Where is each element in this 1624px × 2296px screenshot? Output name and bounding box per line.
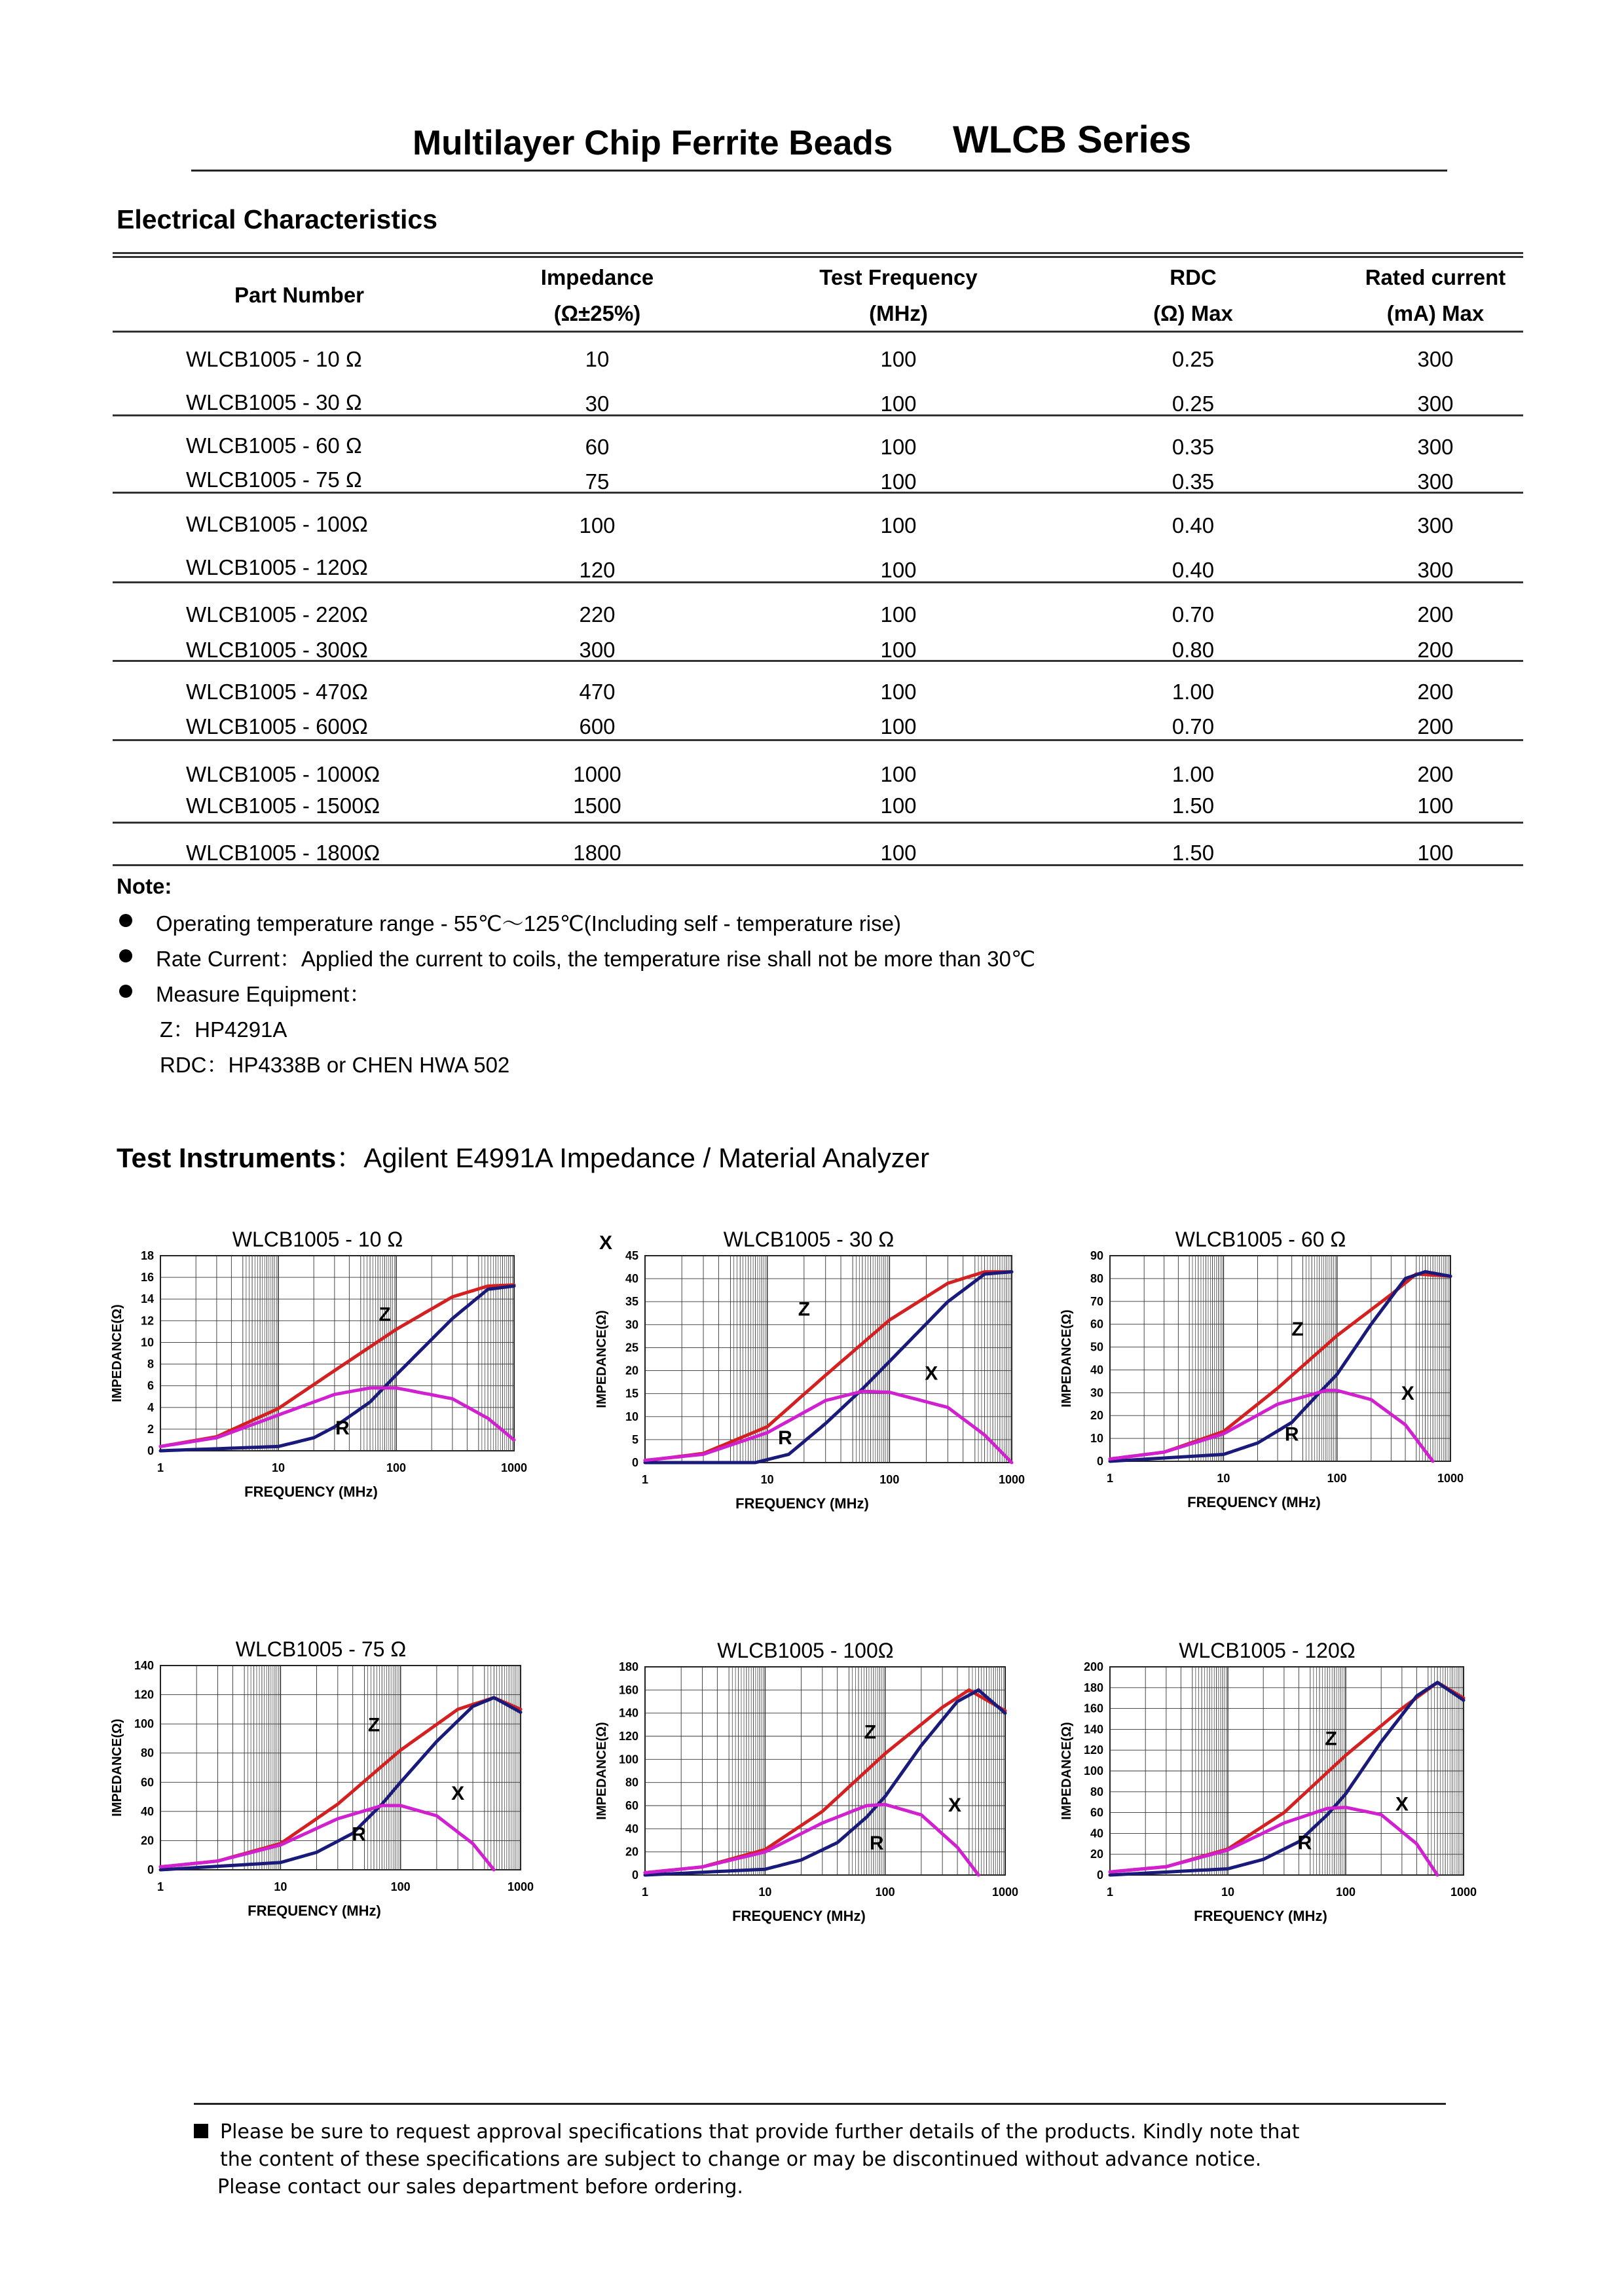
title-main: Multilayer Chip Ferrite Beads <box>413 124 893 162</box>
header-test-frequency-unit: (MHz) <box>869 301 928 325</box>
cell-part-number: WLCB1005 - 1500Ω <box>186 793 380 818</box>
x-axis-label: FREQUENCY (MHz) <box>735 1495 869 1512</box>
y-tick-label: 140 <box>618 1706 638 1720</box>
bullet-icon <box>119 914 132 927</box>
chart-title: WLCB1005 - 120Ω <box>1179 1639 1356 1662</box>
cell-part-number: WLCB1005 - 75 Ω <box>186 467 362 492</box>
title-rule <box>191 170 1447 172</box>
cell-rated-current: 200 <box>1417 638 1454 662</box>
cell-rdc: 1.00 <box>1172 680 1215 704</box>
x-tick-label: 1000 <box>500 1461 528 1474</box>
y-tick-label: 160 <box>618 1683 638 1697</box>
cell-part-number: WLCB1005 - 220Ω <box>186 602 368 627</box>
table-rule-header <box>113 331 1523 333</box>
cell-rated-current: 200 <box>1417 714 1454 738</box>
impedance-chart <box>98 1224 544 1499</box>
y-tick-label: 20 <box>140 1834 154 1848</box>
y-tick-label: 8 <box>147 1357 154 1371</box>
y-tick-label: 60 <box>1090 1806 1103 1819</box>
y-tick-label: 70 <box>1090 1294 1103 1308</box>
y-tick-label: 50 <box>1090 1340 1103 1354</box>
bullet-icon <box>119 949 132 962</box>
header-rated-current: Rated current <box>1365 265 1506 289</box>
cell-test-frequency: 100 <box>880 602 917 627</box>
table-rule-top <box>113 252 1523 254</box>
x-tick-label: 1000 <box>998 1473 1025 1486</box>
x-tick-label: 100 <box>1327 1472 1347 1485</box>
y-tick-label: 40 <box>625 1272 638 1286</box>
chart-svg <box>98 1630 544 1931</box>
x-tick-label: 1000 <box>507 1880 534 1893</box>
curve-label: Z <box>864 1721 876 1743</box>
cell-part-number: WLCB1005 - 1800Ω <box>186 841 380 865</box>
impedance-chart <box>573 1630 1031 1938</box>
x-tick-label: 1000 <box>1437 1472 1464 1485</box>
cell-rdc: 0.25 <box>1172 392 1215 416</box>
y-tick-label: 0 <box>631 1456 638 1469</box>
note-item: Operating temperature range - 55℃～125℃(Including self - temperature rise) <box>156 911 901 936</box>
cell-impedance: 120 <box>579 558 616 582</box>
y-axis-label: IMPEDANCE(Ω) <box>595 1722 609 1820</box>
x-axis-label: FREQUENCY (MHz) <box>244 1484 378 1499</box>
y-tick-label: 0 <box>631 1868 638 1882</box>
y-tick-label: 16 <box>140 1271 154 1285</box>
cell-test-frequency: 100 <box>880 793 917 818</box>
cell-impedance: 300 <box>579 638 616 662</box>
y-tick-label: 25 <box>625 1341 638 1355</box>
chart-title: WLCB1005 - 60 Ω <box>1175 1228 1346 1251</box>
cell-rated-current: 300 <box>1417 469 1454 494</box>
cell-rdc: 1.50 <box>1172 793 1215 818</box>
section-title: Electrical Characteristics <box>117 204 437 234</box>
y-tick-label: 40 <box>140 1804 154 1818</box>
y-tick-label: 14 <box>140 1292 154 1306</box>
y-tick-label: 90 <box>1090 1249 1103 1262</box>
y-tick-label: 180 <box>1083 1681 1103 1694</box>
chart-title: WLCB1005 - 100Ω <box>717 1639 894 1662</box>
y-tick-label: 18 <box>140 1249 154 1262</box>
y-tick-label: 20 <box>625 1845 638 1859</box>
y-tick-label: 120 <box>618 1730 638 1743</box>
chart-svg <box>573 1630 1031 1938</box>
curve-label: Z <box>1291 1319 1304 1341</box>
y-tick-label: 2 <box>147 1422 154 1436</box>
curve-label: R <box>335 1417 350 1440</box>
y-tick-label: 5 <box>631 1432 638 1446</box>
y-axis-label: IMPEDANCE(Ω) <box>1060 1309 1074 1408</box>
curve-label: X <box>948 1794 961 1816</box>
x-axis-label: FREQUENCY (MHz) <box>1194 1908 1327 1924</box>
note-item: Measure Equipment： <box>156 982 371 1006</box>
curve-label: Z <box>1325 1728 1337 1750</box>
x-tick-label: 10 <box>758 1886 772 1899</box>
cell-impedance: 75 <box>585 469 610 494</box>
curve-label: X <box>451 1783 465 1805</box>
cell-test-frequency: 100 <box>880 347 917 371</box>
title-series: WLCB Series <box>953 118 1192 161</box>
y-tick-label: 4 <box>147 1400 154 1414</box>
cell-rdc: 1.50 <box>1172 841 1215 865</box>
impedance-chart <box>98 1630 544 1931</box>
y-tick-label: 0 <box>147 1863 154 1876</box>
y-axis-label: IMPEDANCE(Ω) <box>110 1719 124 1817</box>
cell-impedance: 1500 <box>573 793 621 818</box>
y-tick-label: 160 <box>1083 1702 1103 1715</box>
header-rdc-unit: (Ω) Max <box>1153 301 1233 325</box>
y-tick-label: 10 <box>140 1336 154 1349</box>
cell-test-frequency: 100 <box>880 680 917 704</box>
cell-impedance: 10 <box>585 347 610 371</box>
curve-label: X <box>1395 1793 1409 1815</box>
footer-line: Please contact our sales department before ordering. <box>217 2176 743 2198</box>
y-tick-label: 200 <box>1083 1660 1103 1673</box>
y-tick-label: 45 <box>625 1249 638 1262</box>
cell-test-frequency: 100 <box>880 469 917 494</box>
cell-test-frequency: 100 <box>880 762 917 786</box>
y-axis-label: IMPEDANCE(Ω) <box>110 1304 124 1402</box>
cell-test-frequency: 100 <box>880 513 917 538</box>
cell-impedance: 220 <box>579 602 616 627</box>
cell-rdc: 0.70 <box>1172 714 1215 738</box>
x-tick-label: 10 <box>274 1880 287 1893</box>
y-tick-label: 40 <box>1090 1363 1103 1377</box>
chart-title: WLCB1005 - 10 Ω <box>232 1228 403 1251</box>
cell-rdc: 0.40 <box>1172 558 1215 582</box>
y-axis-label: IMPEDANCE(Ω) <box>1060 1722 1074 1820</box>
x-tick-label: 1000 <box>1450 1886 1477 1899</box>
curve-label: Z <box>367 1714 380 1736</box>
y-tick-label: 20 <box>625 1364 638 1377</box>
header-part-number: Part Number <box>234 283 365 307</box>
y-tick-label: 100 <box>134 1717 154 1731</box>
y-tick-label: 10 <box>625 1410 638 1423</box>
cell-test-frequency: 100 <box>880 558 917 582</box>
chart-svg <box>573 1224 1044 1512</box>
cell-rdc: 0.35 <box>1172 469 1215 494</box>
x-tick-label: 100 <box>879 1473 900 1486</box>
y-axis-label: IMPEDANCE(Ω) <box>595 1310 609 1408</box>
y-tick-label: 100 <box>1083 1764 1103 1777</box>
x-tick-label: 100 <box>386 1461 407 1474</box>
cell-rdc: 0.80 <box>1172 638 1215 662</box>
cell-impedance: 30 <box>585 392 610 416</box>
y-tick-label: 80 <box>625 1776 638 1789</box>
chart-title: WLCB1005 - 75 Ω <box>235 1637 407 1661</box>
impedance-chart <box>1038 1630 1483 1938</box>
y-tick-label: 35 <box>625 1295 638 1309</box>
y-tick-label: 140 <box>1083 1722 1103 1736</box>
table-group-rule <box>113 739 1523 741</box>
footer-line: the content of these specifications are subject to change or may be discontinued without advance notice. <box>220 2148 1262 2171</box>
cell-rated-current: 100 <box>1417 793 1454 818</box>
cell-impedance: 60 <box>585 435 610 459</box>
x-tick-label: 1 <box>157 1880 164 1893</box>
cell-part-number: WLCB1005 - 10 Ω <box>186 347 362 371</box>
cell-rated-current: 100 <box>1417 841 1454 865</box>
curve-label: X <box>1401 1382 1414 1404</box>
y-tick-label: 0 <box>147 1444 154 1457</box>
y-tick-label: 6 <box>147 1379 154 1393</box>
y-tick-label: 0 <box>1096 1455 1103 1468</box>
cell-test-frequency: 100 <box>880 841 917 865</box>
cell-test-frequency: 100 <box>880 714 917 738</box>
cell-part-number: WLCB1005 - 120Ω <box>186 555 368 579</box>
cell-rdc: 1.00 <box>1172 762 1215 786</box>
header-rdc: RDC <box>1170 265 1217 289</box>
y-tick-label: 180 <box>618 1660 638 1673</box>
x-tick-label: 1 <box>157 1461 164 1474</box>
y-tick-label: 30 <box>625 1318 638 1332</box>
y-tick-label: 40 <box>625 1822 638 1836</box>
chart-svg <box>1038 1630 1483 1938</box>
cell-impedance: 470 <box>579 680 616 704</box>
test-instruments-value: ：Agilent E4991A Impedance / Material Analyzer <box>336 1142 930 1173</box>
header-impedance: Impedance <box>540 265 654 289</box>
y-tick-label: 15 <box>625 1387 638 1400</box>
cell-part-number: WLCB1005 - 300Ω <box>186 638 368 662</box>
cell-rdc: 0.40 <box>1172 513 1215 538</box>
header-impedance-unit: (Ω±25%) <box>553 301 641 325</box>
x-axis-label: FREQUENCY (MHz) <box>732 1908 866 1924</box>
cell-rated-current: 300 <box>1417 392 1454 416</box>
cell-impedance: 100 <box>579 513 616 538</box>
cell-impedance: 1000 <box>573 762 621 786</box>
cell-part-number: WLCB1005 - 470Ω <box>186 680 368 704</box>
header-rated-current-unit: (mA) Max <box>1386 301 1485 325</box>
bullet-icon <box>119 985 132 998</box>
chart-svg <box>1038 1224 1483 1512</box>
y-tick-label: 30 <box>1090 1386 1103 1400</box>
table-rule-top-2 <box>113 256 1523 258</box>
x-tick-label: 100 <box>875 1886 895 1899</box>
y-tick-label: 140 <box>134 1659 154 1672</box>
curve-label: X <box>599 1232 613 1254</box>
x-tick-label: 10 <box>760 1473 774 1486</box>
cell-test-frequency: 100 <box>880 392 917 416</box>
cell-test-frequency: 100 <box>880 638 917 662</box>
curve-label: R <box>869 1832 884 1855</box>
cell-rated-current: 200 <box>1417 762 1454 786</box>
x-tick-label: 1 <box>1106 1472 1114 1485</box>
curve-label: R <box>1284 1423 1299 1446</box>
y-tick-label: 12 <box>140 1314 154 1328</box>
notes-heading: Note: <box>117 874 172 898</box>
y-tick-label: 80 <box>140 1746 154 1760</box>
test-instruments <box>117 1137 929 1176</box>
chart-title: WLCB1005 - 30 Ω <box>723 1228 895 1251</box>
cell-test-frequency: 100 <box>880 435 917 459</box>
y-tick-label: 20 <box>1090 1848 1103 1861</box>
square-bullet-icon <box>194 2124 208 2138</box>
x-tick-label: 100 <box>1335 1886 1356 1899</box>
cell-rdc: 0.70 <box>1172 602 1215 627</box>
chart-svg <box>98 1224 544 1499</box>
cell-rated-current: 300 <box>1417 435 1454 459</box>
curve-label: R <box>352 1823 366 1846</box>
cell-part-number: WLCB1005 - 600Ω <box>186 714 368 738</box>
cell-rated-current: 300 <box>1417 513 1454 538</box>
cell-part-number: WLCB1005 - 1000Ω <box>186 762 380 786</box>
y-tick-label: 40 <box>1090 1827 1103 1840</box>
curve-label: R <box>1297 1832 1312 1854</box>
x-axis-label: FREQUENCY (MHz) <box>1187 1494 1321 1510</box>
curve-label: Z <box>378 1303 391 1326</box>
page-title <box>190 117 1434 162</box>
cell-part-number: WLCB1005 - 30 Ω <box>186 390 362 414</box>
y-tick-label: 20 <box>1090 1409 1103 1423</box>
table-group-rule <box>113 822 1523 824</box>
x-tick-label: 10 <box>271 1461 286 1474</box>
x-tick-label: 100 <box>390 1880 411 1893</box>
curve-label: X <box>925 1362 938 1385</box>
cell-part-number: WLCB1005 - 100Ω <box>186 512 368 536</box>
footer-rule <box>194 2103 1446 2105</box>
x-axis-label: FREQUENCY (MHz) <box>248 1903 381 1919</box>
footer-line: Please be sure to request approval specifications that provide further details of the products. Kindly note that <box>220 2121 1300 2143</box>
curve-label: R <box>778 1427 792 1449</box>
cell-part-number: WLCB1005 - 60 Ω <box>186 433 362 458</box>
x-tick-label: 10 <box>1217 1472 1230 1485</box>
y-tick-label: 10 <box>1090 1432 1103 1446</box>
plot-area <box>645 1256 1012 1463</box>
y-tick-label: 100 <box>618 1753 638 1766</box>
curve-label: Z <box>798 1298 811 1321</box>
x-tick-label: 1 <box>641 1886 649 1899</box>
cell-impedance: 1800 <box>573 841 621 865</box>
cell-rated-current: 200 <box>1417 680 1454 704</box>
impedance-chart <box>1038 1224 1483 1512</box>
impedance-chart <box>573 1224 1044 1512</box>
x-tick-label: 1000 <box>991 1886 1019 1899</box>
cell-rated-current: 300 <box>1417 558 1454 582</box>
y-tick-label: 60 <box>1090 1317 1103 1331</box>
y-tick-label: 80 <box>1090 1785 1103 1798</box>
cell-rated-current: 200 <box>1417 602 1454 627</box>
note-sub-item: Z：HP4291A <box>160 1017 287 1042</box>
y-tick-label: 80 <box>1090 1271 1103 1285</box>
header-test-frequency: Test Frequency <box>819 265 978 289</box>
cell-rdc: 0.25 <box>1172 347 1215 371</box>
y-tick-label: 0 <box>1096 1868 1103 1882</box>
cell-rated-current: 300 <box>1417 347 1454 371</box>
y-tick-label: 120 <box>134 1688 154 1702</box>
y-tick-label: 60 <box>625 1799 638 1812</box>
x-tick-label: 1 <box>641 1473 649 1486</box>
x-tick-label: 1 <box>1106 1886 1114 1899</box>
cell-impedance: 600 <box>579 714 616 738</box>
note-item: Rate Current：Applied the current to coils, the temperature rise shall not be more than 30℃ <box>156 947 1036 971</box>
note-sub-item: RDC：HP4338B or CHEN HWA 502 <box>160 1053 510 1077</box>
x-tick-label: 10 <box>1221 1886 1235 1899</box>
y-tick-label: 60 <box>140 1776 154 1789</box>
cell-rdc: 0.35 <box>1172 435 1215 459</box>
test-instruments-label: Test Instruments <box>117 1142 337 1173</box>
y-tick-label: 120 <box>1083 1743 1103 1757</box>
